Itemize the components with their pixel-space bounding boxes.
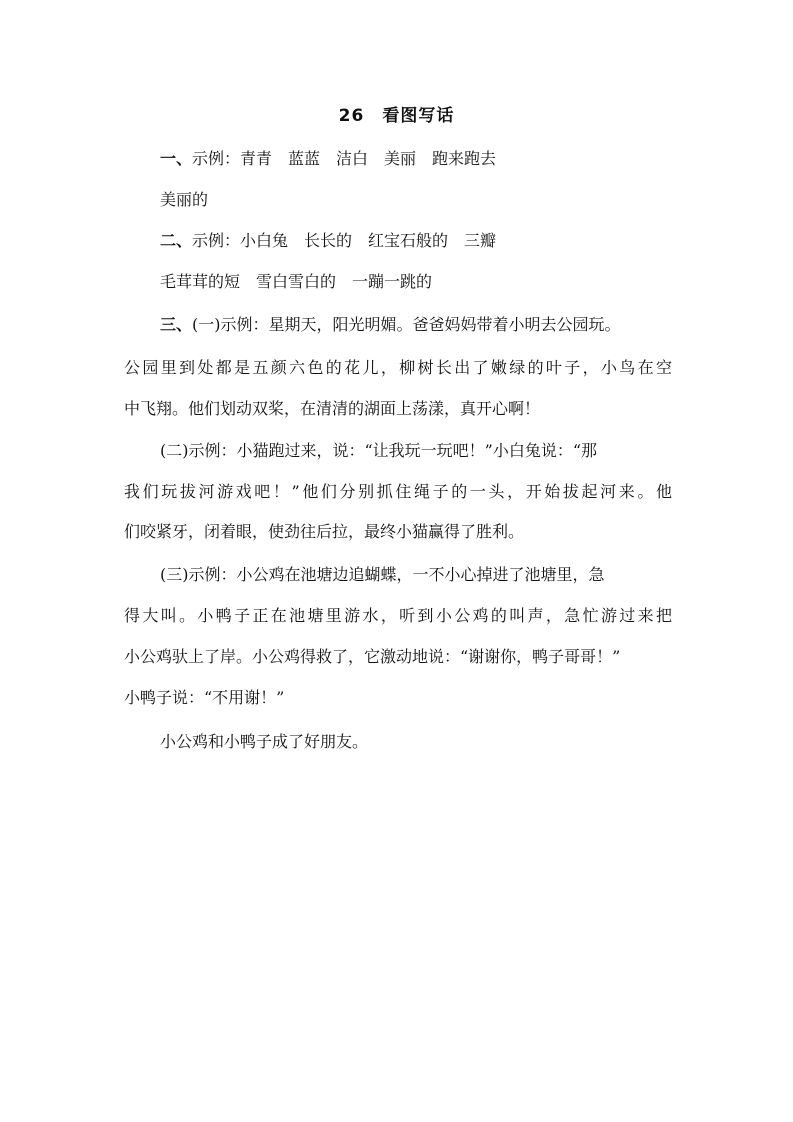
section-3-part-3-line-4: 小鸭子说：“不用谢！”: [124, 688, 285, 707]
section-3-part-3-line-1: (三)示例：小公鸡在池塘边追蝴蝶，一不小心掉进了池塘里，急: [160, 565, 605, 584]
section-3-part-3-line-3: 小公鸡驮上了岸。小公鸡得救了，它激动地说：“谢谢你，鸭子哥哥！”: [124, 647, 621, 666]
section-1-line-1: [160, 147, 496, 171]
section-3-part-2-line-1: (二)示例：小猫跑过来，说：“让我玩一玩吧！”小白兔说：“那: [160, 441, 598, 460]
section-3-part-1-line-2: 公园里到处都是五颜六色的花儿，柳树长出了嫩绿的叶子，小鸟在空: [124, 358, 672, 377]
section-3-label: 三、: [160, 315, 193, 334]
section-3-part-1-text-1: (一)示例：星期天，阳光明媚。爸爸妈妈带着小明去公园玩。: [192, 315, 621, 334]
section-3-part-3-line-2: 得大叫。小鸭子正在池塘里游水，听到小公鸡的叫声，急忙游过来把: [124, 606, 672, 625]
section-1-label: 一、: [160, 149, 193, 168]
section-1-line-2: 美丽的: [160, 190, 209, 209]
section-3-part-2-line-3: 们咬紧牙，闭着眼，使劲往后拉，最终小猫赢得了胜利。: [124, 522, 525, 541]
section-2-line-2: 毛茸茸的短 雪白雪白的 一蹦一跳的: [160, 272, 433, 291]
section-3-part-1-line-1: [160, 313, 621, 337]
page-title: 26 看图写话: [338, 106, 455, 126]
section-2-line-1: [160, 229, 496, 253]
section-3-part-3-line-5: 小公鸡和小鸭子成了好朋友。: [160, 732, 369, 751]
section-2-text-1: 示例：小白兔 长长的 红宝石般的 三瓣: [192, 231, 497, 250]
section-2-label: 二、: [160, 231, 193, 250]
section-3-part-2-line-2: 我们玩拔河游戏吧！”他们分别抓住绳子的一头，开始拔起河来。他: [124, 482, 672, 501]
section-3-part-1-line-3: 中飞翔。他们划动双桨，在清清的湖面上荡漾，真开心啊！: [124, 399, 541, 418]
section-1-text-1: 示例：青青 蓝蓝 洁白 美丽 跑来跑去: [192, 149, 497, 168]
